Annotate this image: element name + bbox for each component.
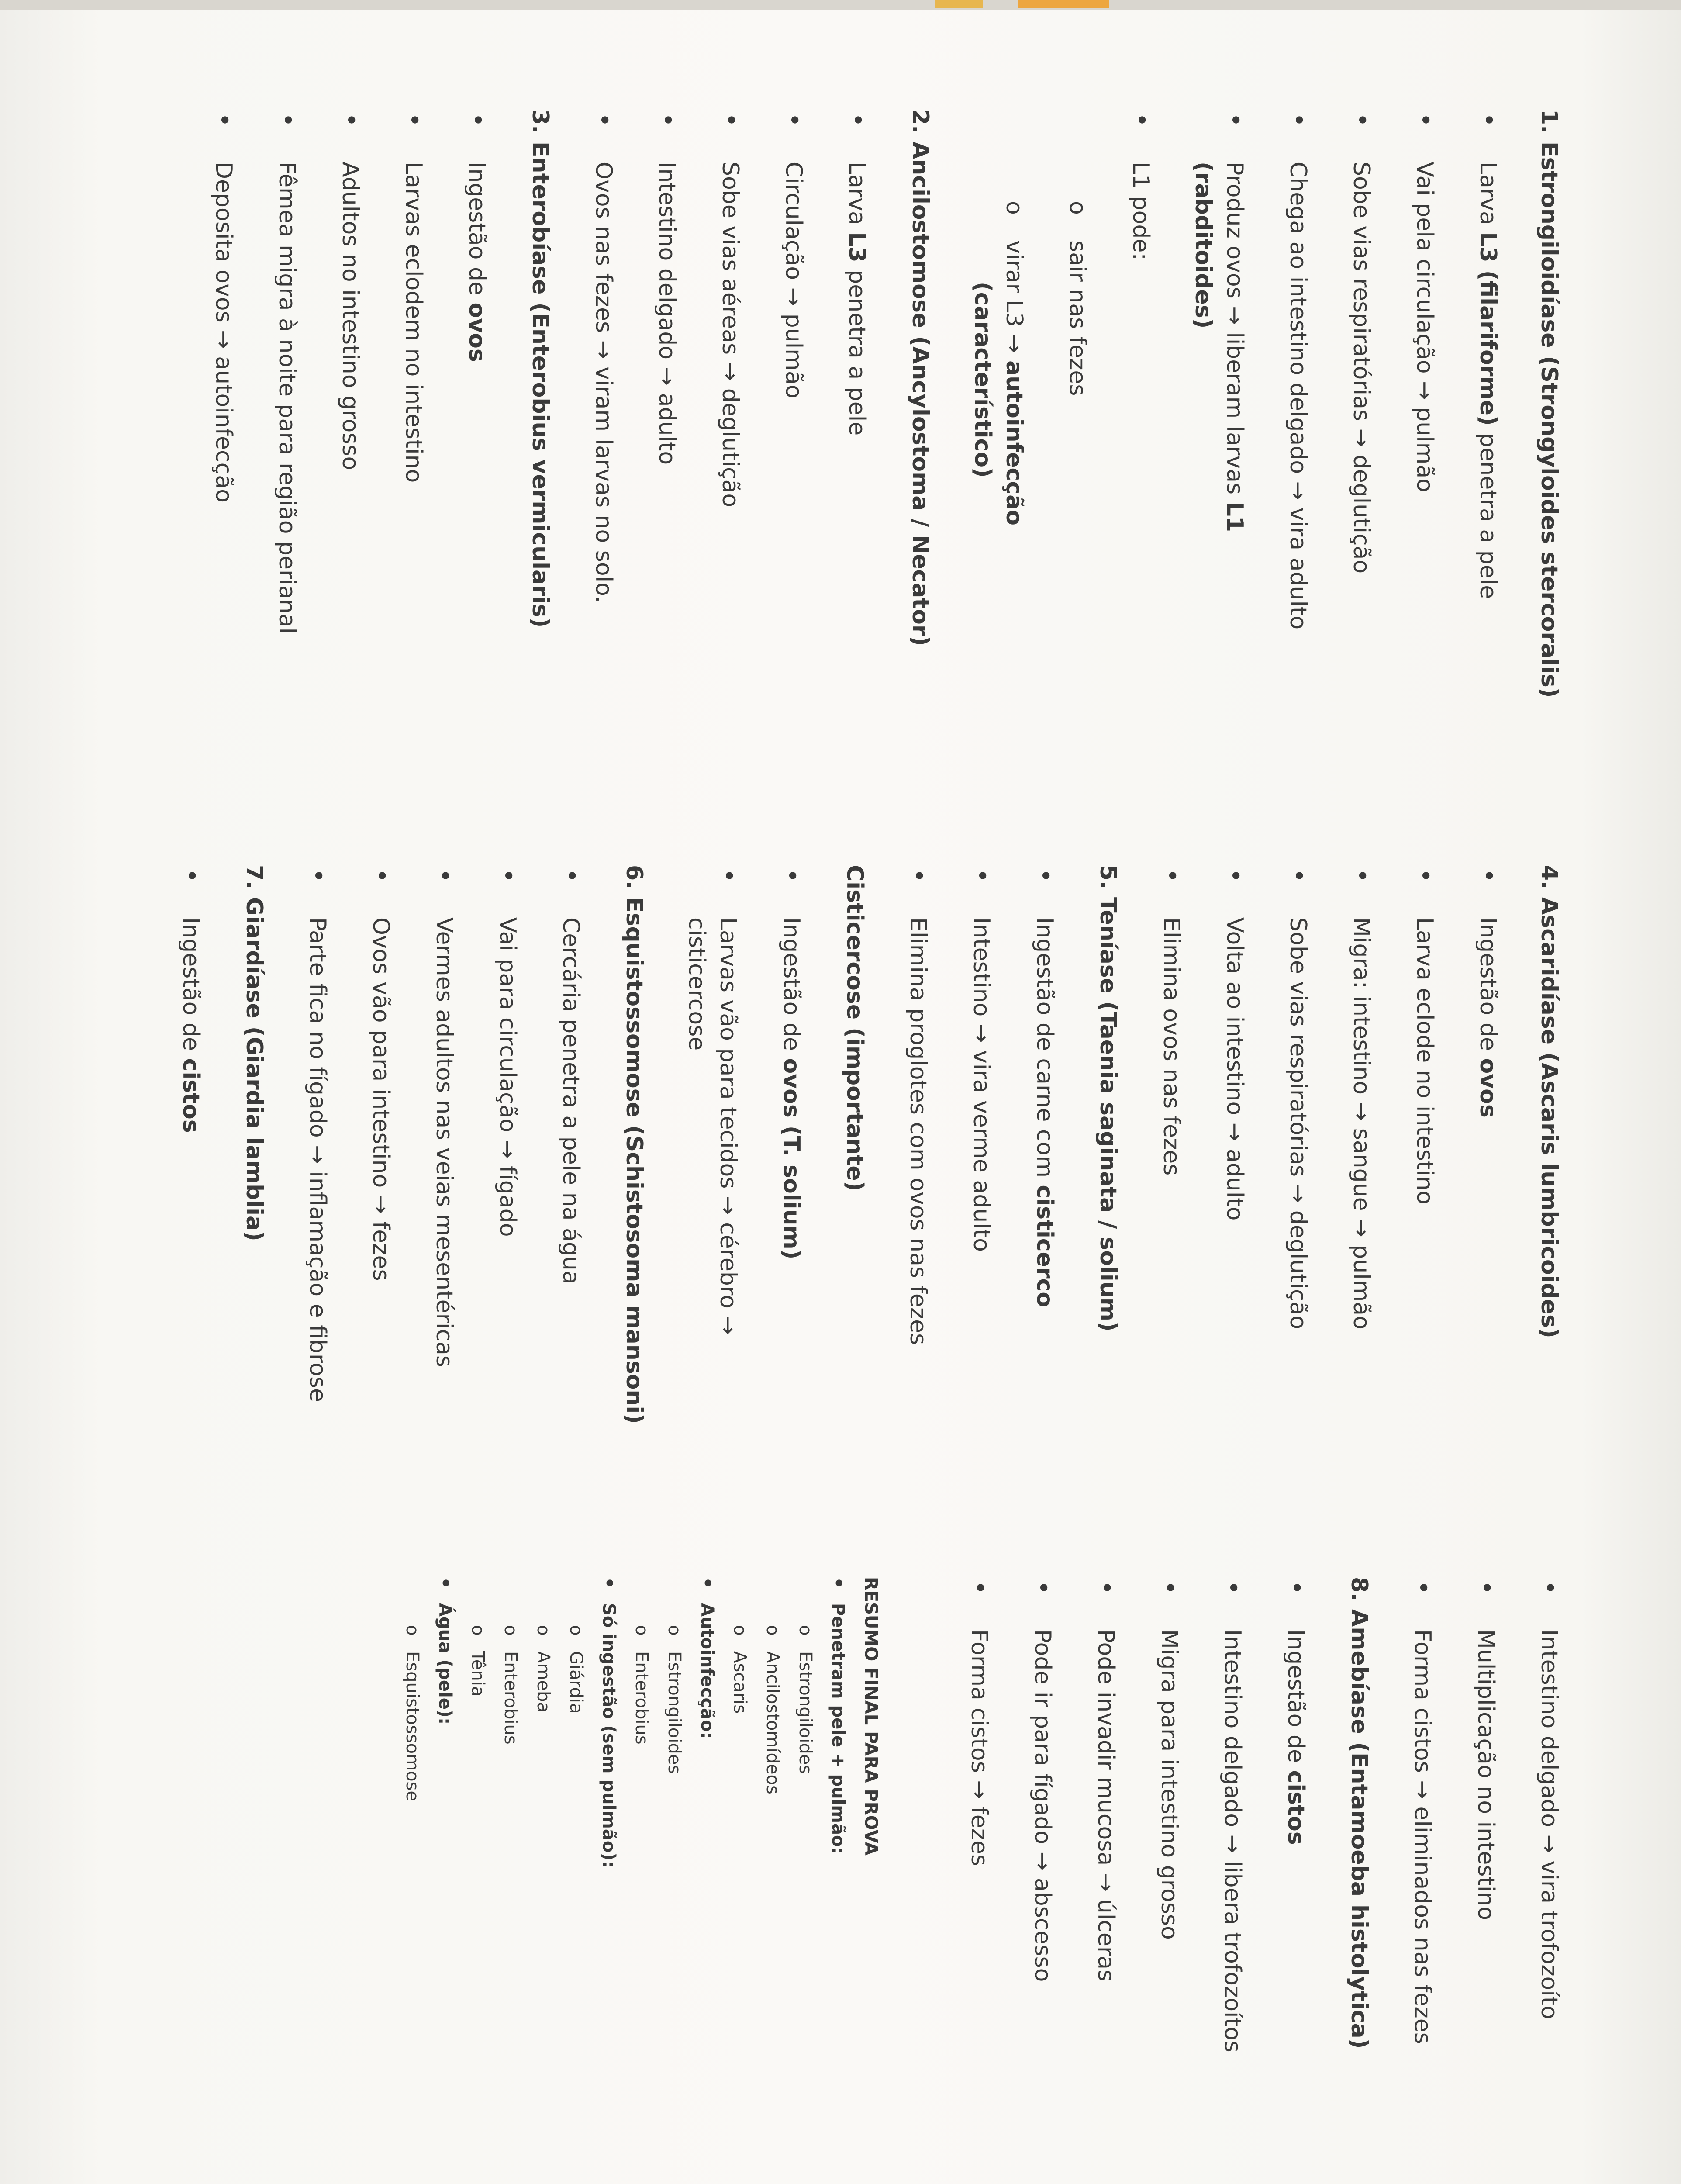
summary-item: o Tênia [467, 1651, 489, 1697]
summary-item: o Ancilostomídeos [762, 1651, 784, 1794]
list-item: • Larva L3 (filariforme) penetra a pele [1474, 162, 1502, 599]
list-item: • Fêmea migra à noite para região perianal [273, 162, 301, 634]
list-item: • Forma cistos → fezes [965, 1629, 993, 1866]
list-item: • Sobe vias respiratórias → deglutição [1347, 162, 1375, 574]
list-item: • Larva eclode no intestino [1411, 917, 1439, 1205]
list-item: • Parte fica no fígado → inflamação e fibrose [304, 917, 331, 1402]
list-item: • Intestino → vira verme adulto [967, 917, 995, 1252]
sub-list-item: o sair nas fezes [1063, 240, 1091, 396]
list-item: • Multiplicação no intestino [1472, 1629, 1500, 1920]
list-item: • L1 pode: [1127, 162, 1155, 260]
list-item: • Migra: intestino → sangue → pulmão [1347, 917, 1375, 1330]
list-item: • Cercária penetra a pele na água [557, 917, 585, 1285]
list-item: • Ingestão de cistos [177, 917, 205, 1133]
summary-item: o Estrongiloides [794, 1651, 816, 1774]
list-item: • Pode invadir mucosa → úlceras [1092, 1629, 1120, 1981]
list-item: • Ingestão de ovos (T. solium) [777, 917, 805, 1259]
list-item: • Pode ir para fígado → abscesso [1029, 1629, 1056, 1982]
summary-item: o Esquistossomose [401, 1651, 423, 1801]
list-item: • Larvas vão para tecidos → cérebro → [714, 917, 742, 1335]
summary-item: o Ameba [532, 1651, 554, 1713]
section-7-title: 7. Giardíase (Giardia lamblia) [241, 865, 267, 1241]
list-item: • Larvas eclodem no intestino [400, 162, 428, 483]
list-item: • Forma cistos → eliminados nas fezes [1408, 1629, 1436, 2044]
list-item: • Ovos vão para intestino → fezes [367, 917, 395, 1281]
list-item: • Circulação → pulmão [780, 162, 808, 399]
list-item: • Sobe vias respiratórias → deglutição [1284, 917, 1312, 1329]
section-4-title: 4. Ascaridíase (Ascaris lumbricoides) [1536, 865, 1562, 1338]
list-item: • Ingestão de carne com cisticerco [1031, 917, 1059, 1307]
section-1-title: 1. Estrongiloidíase (Strongyloides stercoralis) [1536, 109, 1562, 698]
list-item: • Vermes adultos nas veias mesentéricas [430, 917, 458, 1367]
summary-item: o Enterobius [500, 1651, 521, 1745]
list-item: • Adultos no intestino grosso [336, 162, 364, 470]
list-item: • Elimina ovos nas fezes [1157, 917, 1185, 1175]
list-item-continuation: cisticercose [683, 917, 710, 1051]
list-item: • Intestino delgado → vira trofozoíto [1535, 1629, 1563, 2019]
list-item: • Ingestão de ovos [463, 162, 491, 362]
section-8-title: 8. Amebíase (Entamoeba histolytica) [1346, 1577, 1372, 2049]
list-item: • Chega ao intestino delgado → vira adulto [1284, 162, 1312, 629]
summary-item: o Ascaris [729, 1651, 751, 1714]
section-3-title: 3. Enterobíase (Enterobius vermicularis) [527, 109, 553, 628]
list-item: • Intestino delgado → adulto [653, 162, 681, 465]
summary-group: • Só ingestão (sem pulmão): [598, 1603, 620, 1868]
list-item: • Vai pela circulação → pulmão [1411, 162, 1439, 492]
section-5-title: 5. Teníase (Taenia saginata / solium) [1095, 865, 1121, 1332]
sub-list-item: o virar L3 → autoinfecção [1000, 240, 1028, 525]
list-item: • Elimina proglotes com ovos nas fezes [904, 917, 932, 1345]
summary-group: • Autoinfecção: [696, 1603, 718, 1739]
section-2-title: 2. Ancilostomose (Ancylostoma / Necator) [907, 109, 933, 646]
list-item: • Produz ovos → liberam larvas L1 [1221, 162, 1249, 532]
list-item: • Ovos nas fezes → viram larvas no solo. [590, 162, 618, 603]
list-item: • Sobe vias aéreas → deglutição [716, 162, 744, 507]
summary-title: RESUMO FINAL PARA PROVA [861, 1577, 881, 1856]
sub-list-item-continuation: (característico) [970, 282, 996, 478]
summary-group: • Penetram pele + pulmão: [827, 1603, 849, 1854]
list-item: • Deposita ovos → autoinfecção [210, 162, 238, 503]
list-item: • Intestino delgado → libera trofozoítos [1218, 1629, 1246, 2053]
list-item: • Ingestão de ovos [1474, 917, 1502, 1118]
list-item: • Ingestão de cistos [1282, 1629, 1310, 1845]
list-item-continuation: (rabditoides) [1190, 162, 1216, 329]
list-item: • Volta ao intestino → adulto [1221, 917, 1249, 1220]
summary-group: • Água (pele): [434, 1603, 456, 1724]
summary-item: o Giárdia [565, 1651, 587, 1714]
list-item: • Migra para intestino grosso [1155, 1629, 1183, 1940]
section-6-title: 6. Esquistossomose (Schistosoma mansoni) [621, 865, 647, 1424]
summary-item: o Estrongiloides [663, 1651, 685, 1774]
summary-item: o Enterobius [631, 1651, 652, 1745]
list-item: • Vai para circulação → fígado [494, 917, 521, 1237]
list-item: • Larva L3 penetra a pele [843, 162, 871, 435]
section-5b-title: Cisticercose (importante) [842, 865, 868, 1192]
